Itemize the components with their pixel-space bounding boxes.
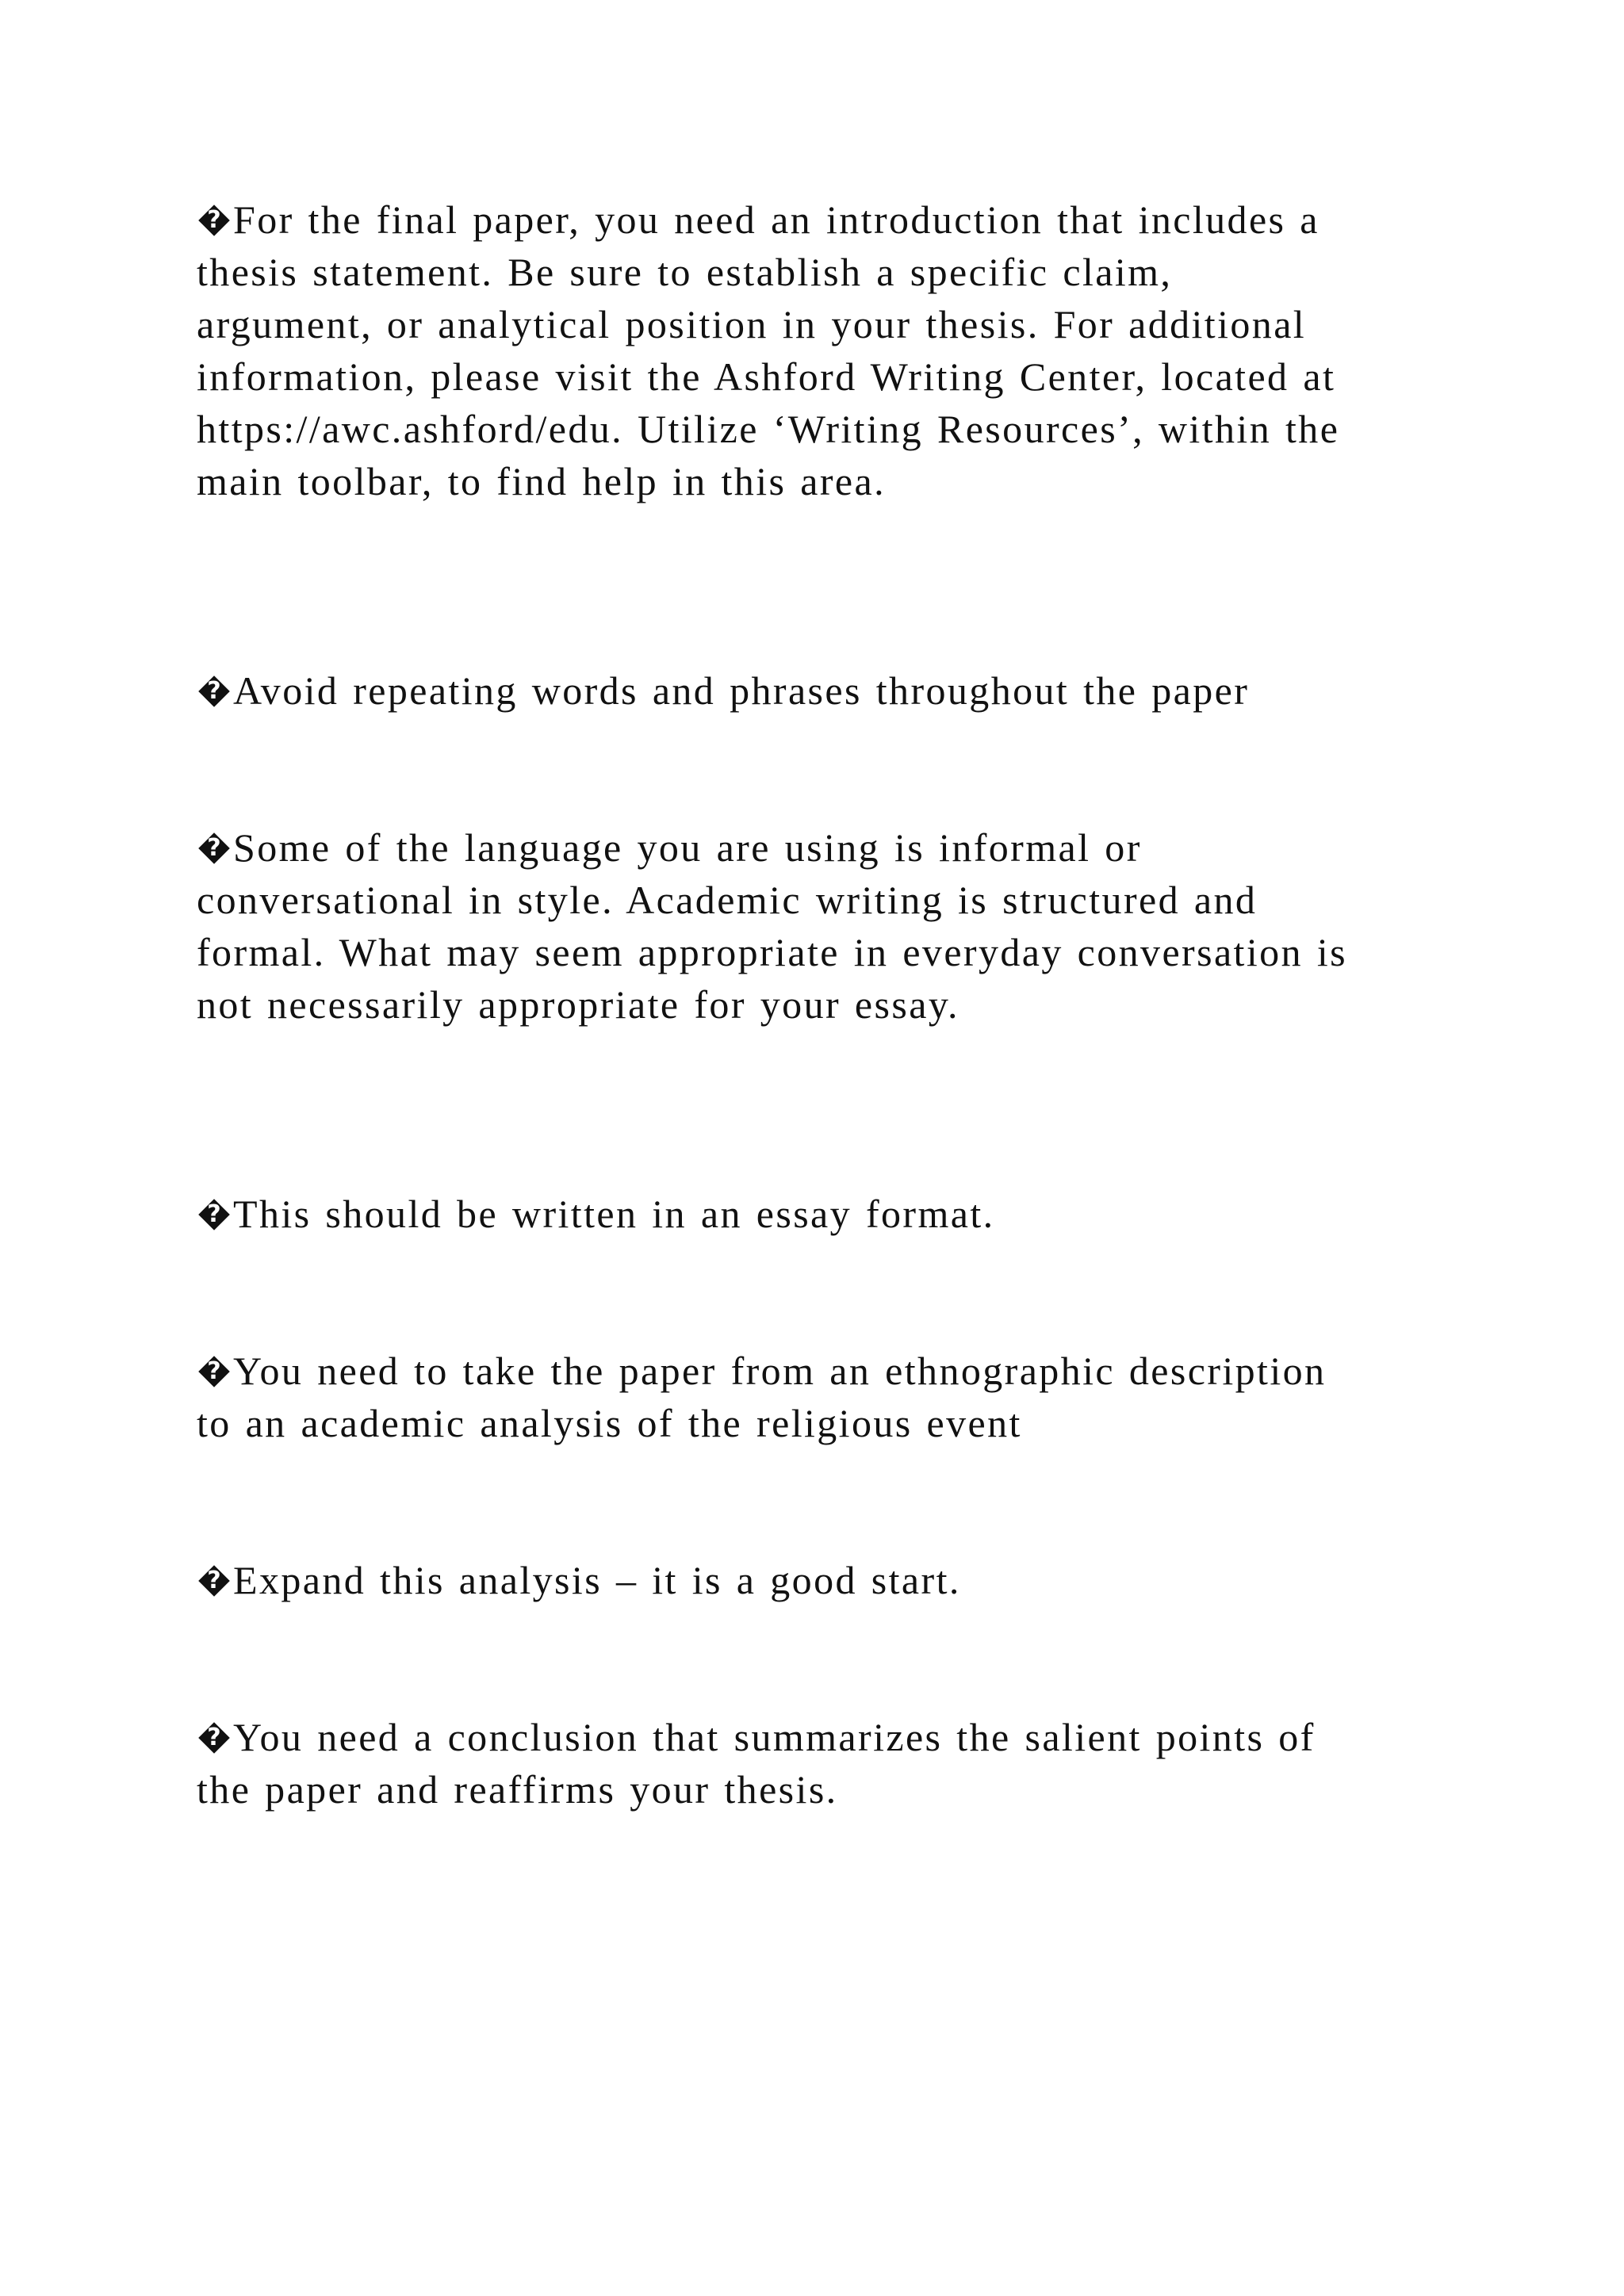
replacement-character-icon: ? bbox=[197, 831, 232, 866]
feedback-paragraph-essay-format bbox=[197, 1188, 1450, 1240]
paragraph-text: For the final paper, you need an introduction that includes a thesis statement. Be sure to establish a specific claim, argument, or analytical position in your thesis. For additional information, please visit the Ashford Writing Center, located at https://awc.ashford/edu. Utilize ‘Writing Resources’, within the main toolbar, to find help in this area. bbox=[197, 197, 1340, 503]
feedback-paragraph-introduction bbox=[197, 193, 1450, 507]
replacement-character-icon: ? bbox=[197, 203, 232, 238]
feedback-paragraph-expand bbox=[197, 1554, 1450, 1606]
replacement-character-icon: ? bbox=[197, 1354, 232, 1389]
feedback-paragraph-analysis bbox=[197, 1345, 1450, 1449]
paragraph-text: Avoid repeating words and phrases throughout the paper bbox=[233, 668, 1250, 713]
replacement-character-icon: ? bbox=[197, 1563, 232, 1598]
paragraph-text: You need a conclusion that summarizes the salient points of the paper and reaffirms your thesis. bbox=[197, 1715, 1316, 1812]
feedback-paragraph-repetition bbox=[197, 664, 1450, 717]
replacement-character-icon: ? bbox=[197, 1197, 232, 1232]
paragraph-text: Expand this analysis – it is a good start. bbox=[233, 1558, 961, 1602]
feedback-paragraph-informal-language bbox=[197, 821, 1450, 1031]
paragraph-text: You need to take the paper from an ethnographic description to an academic analysis of the religious event bbox=[197, 1349, 1327, 1445]
paragraph-text: Some of the language you are using is informal or conversational in style. Academic writing is structured and formal. What may seem appropriate in everyday conversation is not necessarily appropriate for your essay. bbox=[197, 825, 1347, 1027]
replacement-character-icon: ? bbox=[197, 674, 232, 709]
paragraph-text: This should be written in an essay format. bbox=[233, 1192, 995, 1236]
feedback-paragraph-conclusion bbox=[197, 1711, 1450, 1816]
replacement-character-icon: ? bbox=[197, 1720, 232, 1755]
